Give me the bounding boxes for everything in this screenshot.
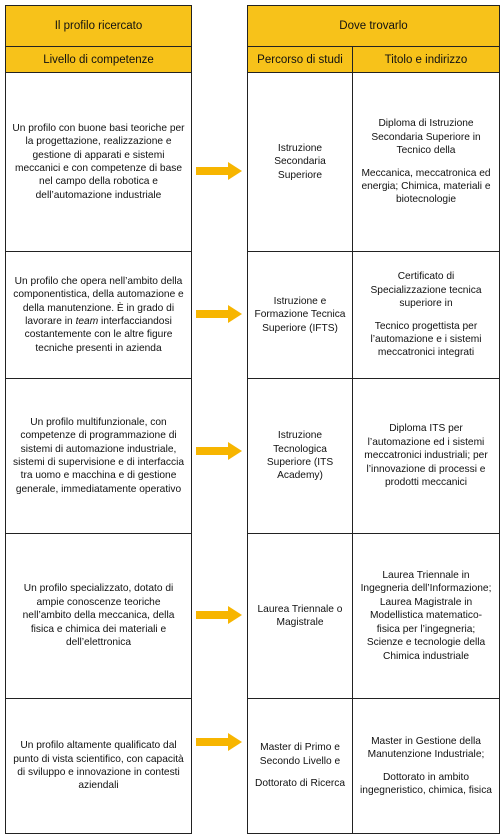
percorso-text-4: Laurea Triennale o Magistrale (257, 603, 343, 628)
titolo-text-3: Diploma ITS per l’automazione ed i sistemi meccatronici industriali; per l’innovazione di processi e prodotti meccanici (364, 423, 488, 489)
left-subtitle-header (5, 46, 192, 73)
right-arrow-icon (196, 162, 242, 180)
titolo-text-5a: Master in Gestione della Manutenzione Industriale; (367, 735, 485, 761)
profile-text-2: Un profilo che opera nell’ambito della componentistica, della automazione e della manutenzione. È in grado di lavorare in team interfacciandosi costantemente con le altre figure tecniche presenti in azienda (13, 275, 184, 354)
titolo-cell-2 (352, 251, 500, 379)
left-title: Il profilo ricercato (54, 20, 143, 32)
right-arrow-icon (196, 606, 242, 624)
titolo-cell-3 (352, 378, 500, 534)
titolo-text-2b: Tecnico progettista per l’automazione e i sistemi meccatronici integrati (370, 320, 482, 359)
profile-cell-2 (5, 251, 192, 379)
profile-text-3: Un profilo multifunzionale, con competenze di programmazione di sistemi di automazione industriale, sistemi di supervisione e di interfaccia tra uomo e macchina e di gestione generale, immediatamente operativo (13, 416, 184, 495)
percorso-text-5a: Master di Primo e Secondo Livello e (259, 742, 341, 767)
percorso-text-3: Istruzione Tecnologica Superiore (ITS Academy) (266, 430, 334, 482)
profile-text-4: Un profilo specializzato, dotato di ampie conoscenze teoriche nell’ambito della meccanica, della fisica e chimica dei materiali e dell’elettronica (22, 583, 175, 649)
titolo-cell-4 (352, 533, 500, 699)
titolo-text-4: Laurea Triennale in Ingegneria dell’Informazione; Laurea Magistrale in Modellistica matematico-fisica per l’ingegneria; Scienze e tecnologie della Chimica industriale (360, 569, 492, 662)
right-arrow-icon (196, 733, 242, 751)
titolo-cell-5 (352, 698, 500, 834)
profile-text-1: Un profilo con buone basi teoriche per la progettazione, realizzazione e gestione di apparati e sistemi meccanici e con competenze di base nel campo della robotica e dell’automazione industriale (12, 122, 185, 201)
percorso-cell-4 (247, 533, 353, 699)
percorso-cell-3 (247, 378, 353, 534)
percorso-text-2: Istruzione e Formazione Tecnica Superiore (IFTS) (254, 295, 346, 334)
right-arrow-icon (196, 442, 242, 460)
titolo-cell-1 (352, 72, 500, 252)
left-title-header (5, 5, 192, 47)
percorso-text-1: Istruzione Secondaria Superiore (274, 142, 326, 181)
titolo-text-1b: Meccanica, meccatronica ed energia; Chimica, materiali e biotecnologie (361, 167, 491, 206)
titolo-text-2a: Certificato di Specializzazione tecnica superiore in (370, 271, 482, 310)
percorso-cell-1 (247, 72, 353, 252)
col-percorso-header (247, 46, 353, 73)
profile-cell-1 (5, 72, 192, 252)
right-title: Dove trovarlo (339, 20, 408, 32)
right-arrow-icon (196, 305, 242, 323)
titolo-text-5b: Dottorato in ambito ingegneristico, chimica, fisica (360, 771, 492, 796)
profile-cell-5 (5, 698, 192, 834)
percorso-cell-5 (247, 698, 353, 834)
profile-cell-4 (5, 533, 192, 699)
percorso-text-5b: Dottorato di Ricerca (254, 778, 346, 790)
right-title-header (247, 5, 500, 47)
profile-text-5: Un profilo altamente qualificato dal punto di vista scientifico, con capacità di sviluppo e innovazione in contesti aziendali (13, 740, 184, 792)
left-subtitle: Livello di competenze (43, 53, 154, 66)
col-percorso-label: Percorso di studi (257, 53, 343, 66)
percorso-cell-2 (247, 251, 353, 379)
col-titolo-header (352, 46, 500, 73)
col-titolo-label: Titolo e indirizzo (384, 53, 468, 66)
titolo-text-1a: Diploma di Istruzione Secondaria Superiore in Tecnico della (371, 118, 481, 157)
profile-cell-3 (5, 378, 192, 534)
